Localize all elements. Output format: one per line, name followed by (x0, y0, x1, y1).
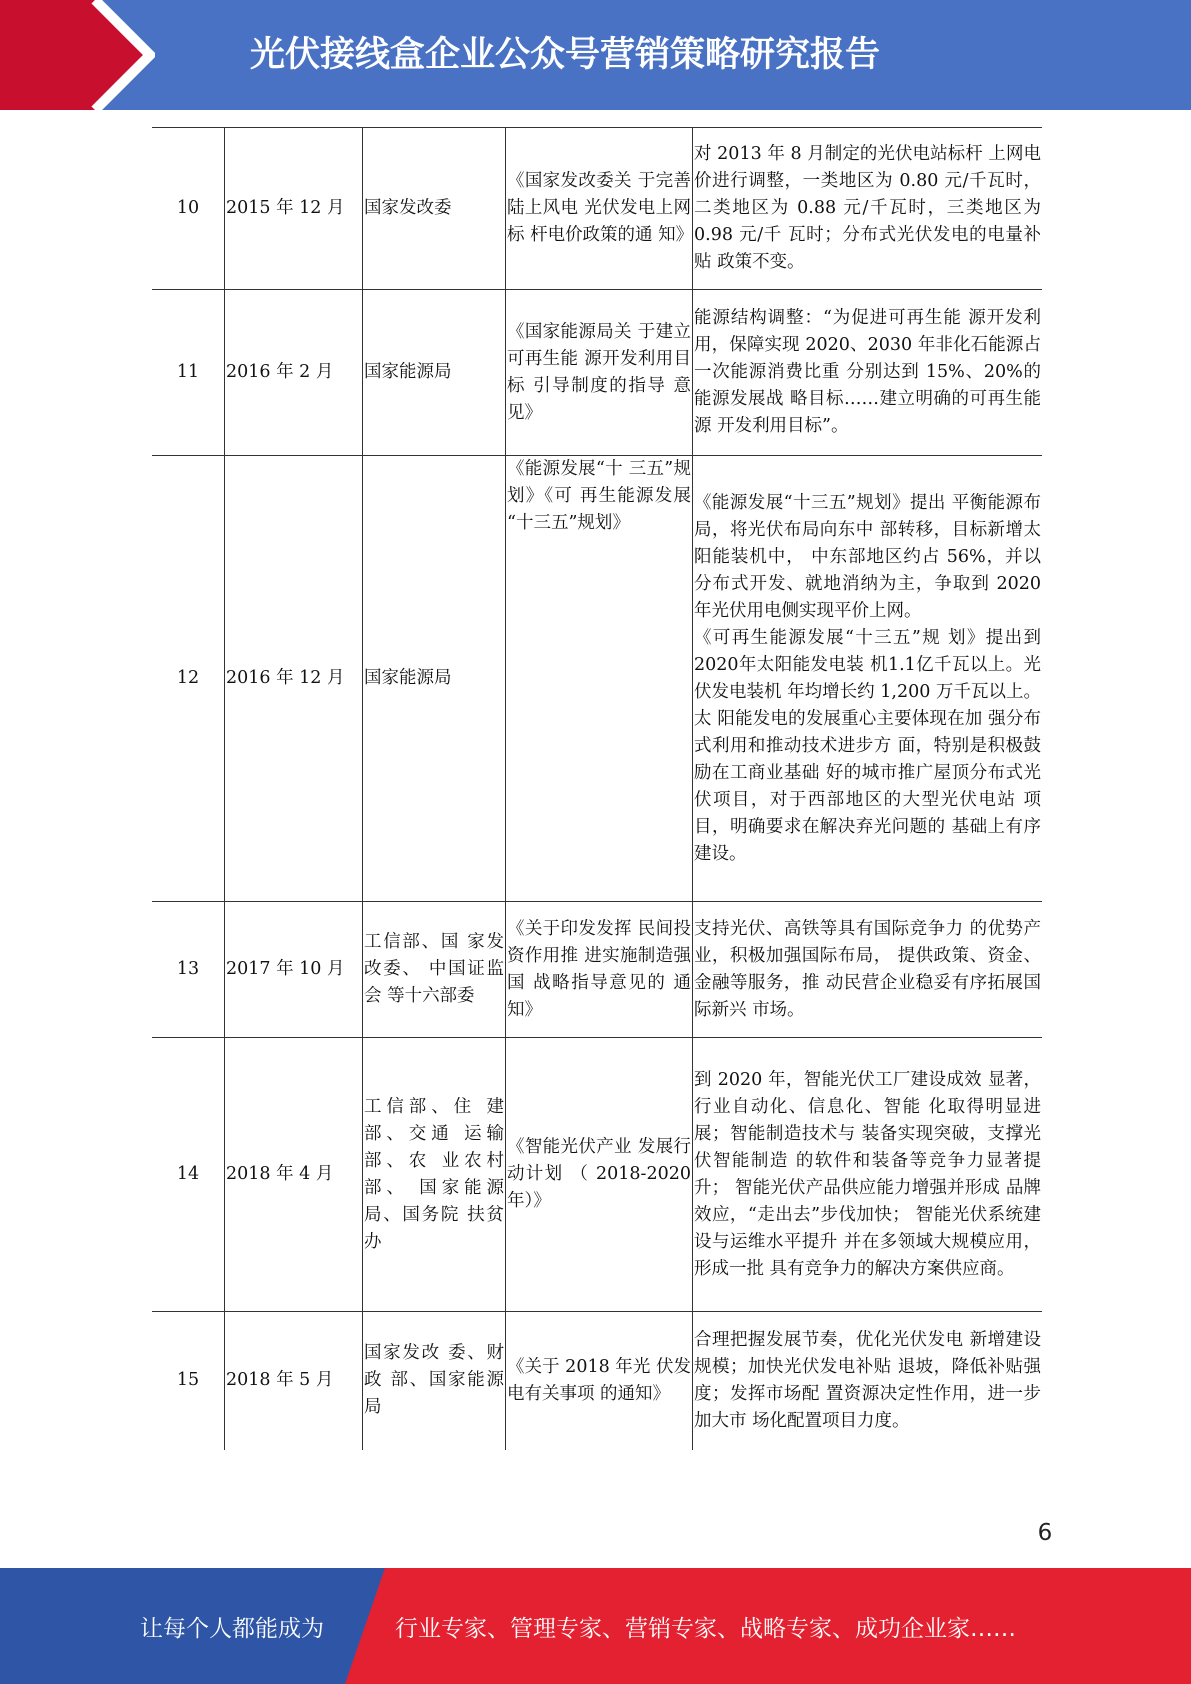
table-row (152, 290, 1042, 456)
row-date: 2016 年 2 月 (225, 290, 363, 456)
row-policy: 《国家发改委关 于完善陆上风电 光伏发电上网标 杆电价政策的通 知》 (506, 128, 693, 290)
content-paragraph: 《能源发展“十三五”规划》提出 平衡能源布局，将光伏布局向东中 部转移，目标新增太阳能装机中， 中东部地区约占 56%，并以分布式开发、就地消纳为主，争取到 2020 年光伏用电侧实现平价上网。 (694, 492, 1041, 621)
row-policy: 《关于印发发挥 民间投资作用推 进实施制造强国 战略指导意见的 通知》 (506, 902, 693, 1038)
table-row (152, 456, 1042, 902)
page-number: 6 (1037, 1520, 1053, 1546)
row-policy: 《关于 2018 年光 伏发电有关事项 的通知》 (506, 1312, 693, 1450)
row-number: 11 (152, 290, 225, 456)
row-number: 10 (152, 128, 225, 290)
table-row (152, 1038, 1042, 1312)
content-paragraph: 《可再生能源发展“十三五”规 划》提出到2020年太阳能发电装 机1.1亿千瓦以上。光伏发电装机 年均增长约 1,200 万千瓦以上。太 阳能发电的发展重心主要体现在加 强分布式利用和推动技术进步方 面，特别是积极鼓励在工商业基础 好的城市推广屋顶分布式光伏项目，对于西部地区的大型光伏电站 项目，明确要求在解决弃光问题的 基础上有序建设。 (694, 627, 1041, 864)
row-number: 12 (152, 456, 225, 902)
row-policy: 《能源发展“十 三五”规划》《可 再生能源发展 “十三五”规划》 (506, 456, 693, 902)
page-header (0, 0, 1191, 110)
footer-slogan-left: 让每个人都能成为 (140, 1616, 324, 1642)
row-date: 2017 年 10 月 (225, 902, 363, 1038)
row-number: 14 (152, 1038, 225, 1312)
row-date: 2016 年 12 月 (225, 456, 363, 902)
row-date: 2015 年 12 月 (225, 128, 363, 290)
table-row (152, 902, 1042, 1038)
page-footer (0, 1568, 1191, 1684)
policy-table (152, 127, 1042, 1450)
row-department: 国家能源局 (363, 290, 506, 456)
row-number: 15 (152, 1312, 225, 1450)
row-content: 合理把握发展节奏，优化光伏发电 新增建设规模；加快光伏发电补贴 退坡，降低补贴强度；发挥市场配 置资源决定性作用，进一步加大市 场化配置项目力度。 (693, 1312, 1043, 1450)
row-department: 国家能源局 (363, 456, 506, 902)
row-date: 2018 年 4 月 (225, 1038, 363, 1312)
table-row (152, 1312, 1042, 1450)
row-department: 国家发改 委、财政 部、国家能源局 (363, 1312, 506, 1450)
row-content: 能源结构调整：“为促进可再生能 源开发利用，保障实现 2020、2030 年非化石能源占一次能源消费比重 分别达到 15%、20%的能源发展战 略目标……建立明确的可再生能源 开发利用目标”。 (693, 290, 1043, 456)
row-number: 13 (152, 902, 225, 1038)
row-content: 到 2020 年，智能光伏工厂建设成效 显著，行业自动化、信息化、智能 化取得明显进展；智能制造技术与 装备实现突破，支撑光伏智能制造 的软件和装备等竞争力显著提升； 智能光伏产品供应能力增强并形成 品牌效应，“走出去”步伐加快； 智能光伏系统建设与运维水平提升 并在多领域大规模应用，形成一批 具有竞争力的解决方案供应商。 (693, 1038, 1043, 1312)
header-arrow-decoration (0, 0, 155, 110)
footer-slogan-right: 行业专家、管理专家、营销专家、战略专家、成功企业家…… (395, 1616, 1016, 1642)
row-department: 国家发改委 (363, 128, 506, 290)
policy-table-container (152, 127, 1041, 1450)
row-department: 工信部、住 建部、交通 运输部、农 业农村部、 国家能源局、国务院 扶贫办 (363, 1038, 506, 1312)
row-policy: 《国家能源局关 于建立可再生能 源开发利用目标 引导制度的指导 意见》 (506, 290, 693, 456)
row-content (693, 456, 1043, 902)
row-content: 对 2013 年 8 月制定的光伏电站标杆 上网电价进行调整，一类地区为 0.80 元/千瓦时，二类地区为 0.88 元/千瓦时，三类地区为 0.98 元/千 瓦时；分布式光伏发电的电量补贴 政策不变。 (693, 128, 1043, 290)
table-row (152, 128, 1042, 290)
row-content: 支持光伏、高铁等具有国际竞争力 的优势产业，积极加强国际布局， 提供政策、资金、金融等服务，推 动民营企业稳妥有序拓展国际新兴 市场。 (693, 902, 1043, 1038)
report-title: 光伏接线盒企业公众号营销策略研究报告 (250, 35, 881, 75)
row-department: 工信部、国 家发改委、 中国证监会 等十六部委 (363, 902, 506, 1038)
row-date: 2018 年 5 月 (225, 1312, 363, 1450)
row-policy: 《智能光伏产业 发展行动计划 （ 2018-2020 年）》 (506, 1038, 693, 1312)
